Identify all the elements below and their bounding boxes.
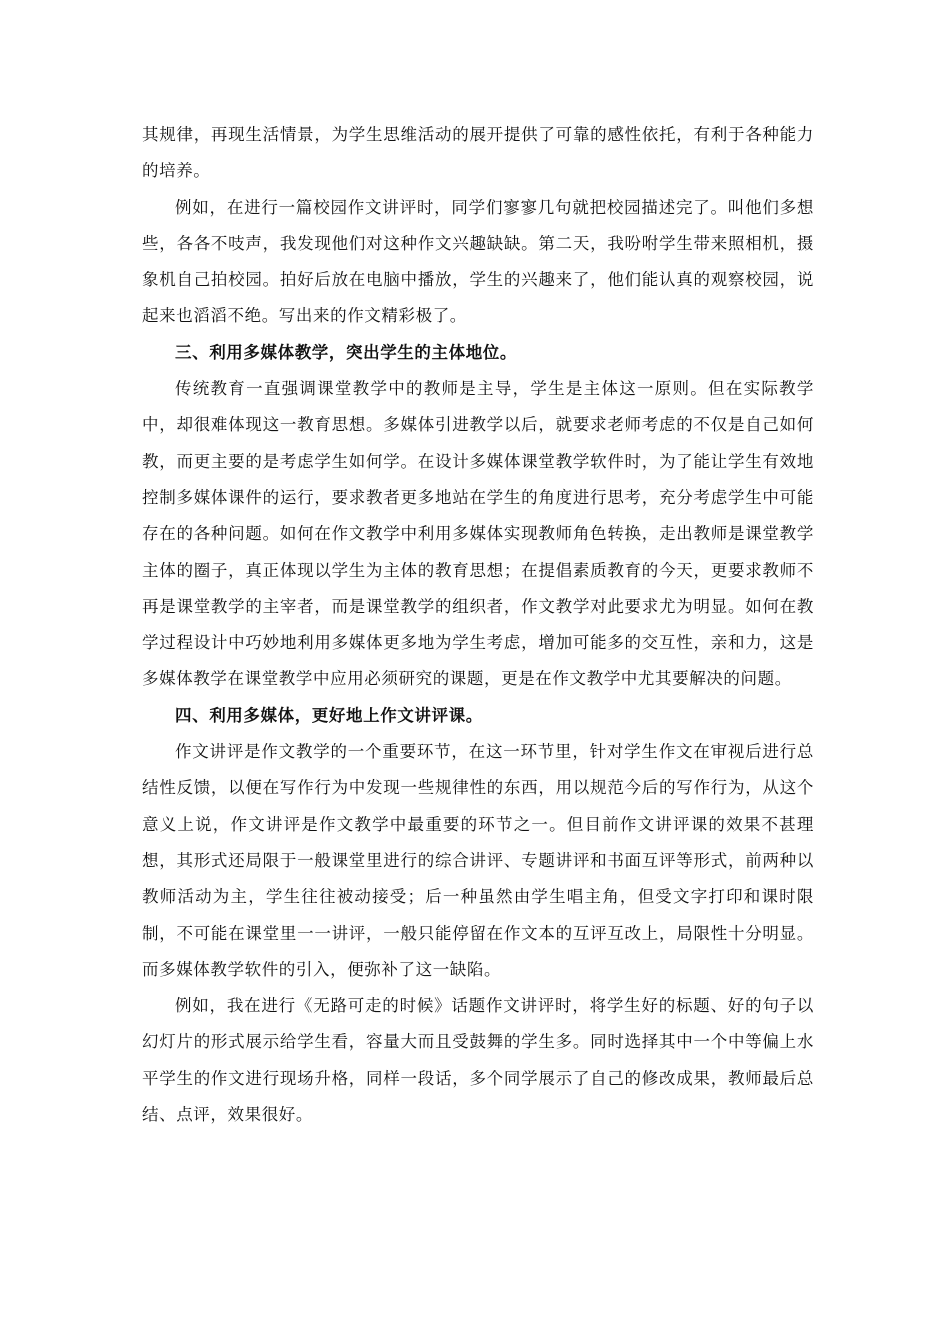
section-heading-3: 三、利用多媒体教学，突出学生的主体地位。 (175, 342, 517, 362)
section-heading-4: 四、利用多媒体，更好地上作文讲评课。 (175, 705, 483, 725)
paragraph-student-subject: 传统教育一直强调课堂教学中的教师是主导，学生是主体这一原则。但在实际教学中，却很难体现这一教育思想。多媒体引进教学以后，就要求老师考虑的不仅是自己如何教，而更主要的是考虑学生如何学。在设计多媒体课堂教学软件时，为了能让学生有效地控制多媒体课件的运行，要求教者更多地站在学生的角度进行思考，充分考虑学生中可能存在的各种问题。如何在作文教学中利用多媒体实现教师角色转换，走出教师是课堂教学主体的圈子，真正体现以学生为主体的教育思想；在提倡素质教育的今天，更要求教师不再是课堂教学的主宰者，而是课堂教学的组织者，作文教学对此要求尤为明显。如何在教学过程设计中巧妙地利用多媒体更多地为学生考虑，增加可能多的交互性，亲和力，这是多媒体教学在课堂教学中应用必须研究的课题，更是在作文教学中尤其要解决的问题。 (142, 379, 814, 689)
paragraph-continuation: 其规律，再现生活情景，为学生思维活动的展开提供了可靠的感性依托，有利于各种能力的培养。 (142, 125, 814, 181)
paragraph-campus-example: 例如，在进行一篇校园作文讲评时，同学们寥寥几句就把校园描述完了。叫他们多想些，各各不吱声，我发现他们对这种作文兴趣缺缺。第二天，我吩咐学生带来照相机，摄象机自己拍校园。拍好后放在电脑中播放，学生的兴趣来了，他们能认真的观察校园，说起来也滔滔不绝。写出来的作文精彩极了。 (142, 197, 814, 326)
paragraph-review-example: 例如，我在进行《无路可走的时候》话题作文讲评时，将学生好的标题、好的句子以幻灯片的形式展示给学生看，容量大而且受鼓舞的学生多。同时选择其中一个中等偏上水平学生的作文进行现场升格，同样一段话，多个同学展示了自己的修改成果，教师最后总结、点评，效果很好。 (142, 996, 814, 1125)
document-page (142, 117, 814, 1133)
paragraph-essay-review: 作文讲评是作文教学的一个重要环节，在这一环节里，针对学生作文在审视后进行总结性反馈，以便在写作行为中发现一些规律性的东西，用以规范今后的写作行为，从这个意义上说，作文讲评是作文教学中最重要的环节之一。但目前作文讲评课的效果不甚理想，其形式还局限于一般课堂里进行的综合讲评、专题讲评和书面互评等形式，前两种以教师活动为主，学生往往被动接受；后一种虽然由学生唱主角，但受文字打印和课时限制，不可能在课堂里一一讲评，一般只能停留在作文本的互评互改上，局限性十分明显。而多媒体教学软件的引入，便弥补了这一缺陷。 (142, 742, 814, 979)
